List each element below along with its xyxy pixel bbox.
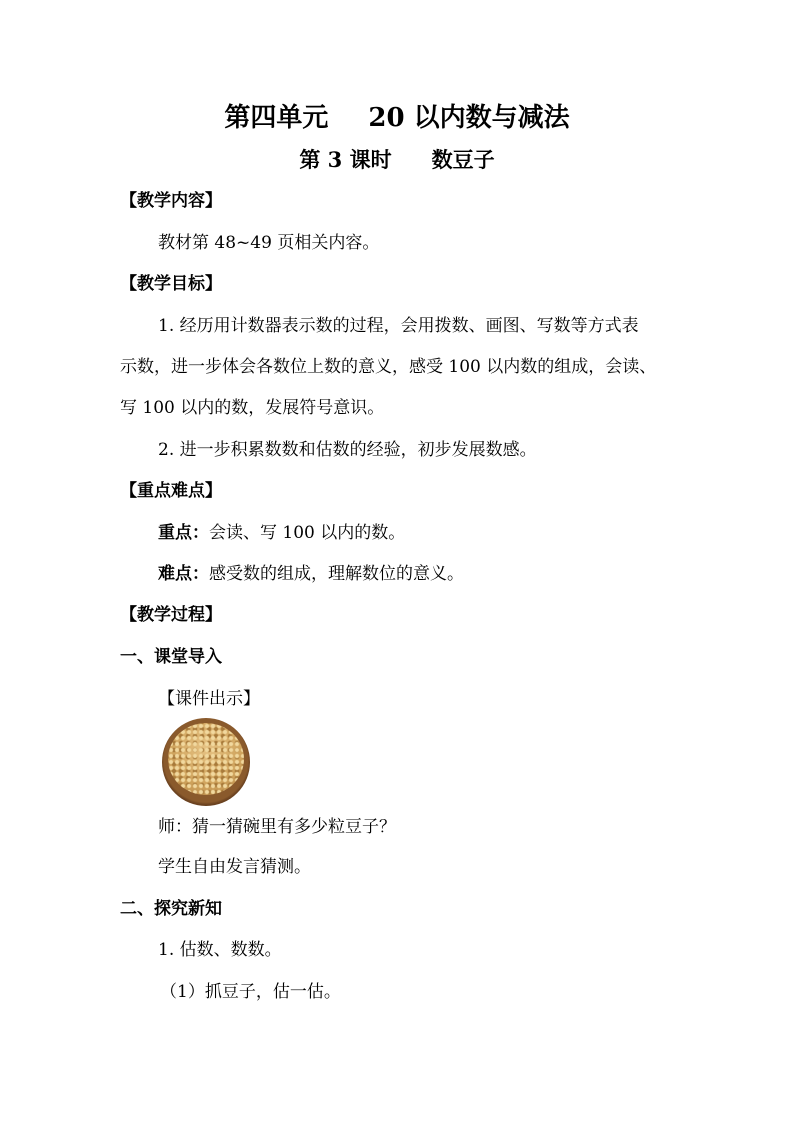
teacher-question: 师：猜一猜碗里有多少粒豆子？ <box>158 817 396 837</box>
courseware-label: 【课件出示】 <box>158 689 260 709</box>
goal-2: 2. 进一步积累数数和估数的经验，初步发展数感。 <box>158 440 537 460</box>
focus-label: 重点： <box>158 523 209 543</box>
unit-topic: 20 以内数与减法 <box>368 103 570 133</box>
difficulty-label: 难点： <box>158 564 209 584</box>
step-1: 1. 估数、数数。 <box>158 940 282 960</box>
content-text: 教材第 48~49 页相关内容。 <box>158 233 380 253</box>
beans-texture <box>168 723 244 795</box>
difficulty-text: 感受数的组成，理解数位的意义。 <box>209 564 464 584</box>
section-heading-content: 【教学内容】 <box>120 191 222 211</box>
unit-label: 第四单元 <box>224 103 329 133</box>
focus-text: 会读、写 100 以内的数。 <box>209 523 406 543</box>
goal-1-line-3: 写 100 以内的数，发展符号意识。 <box>120 398 385 418</box>
difficulty-line <box>158 563 464 585</box>
page-title <box>0 102 794 134</box>
section-heading-goals: 【教学目标】 <box>120 274 222 294</box>
part-1-heading: 一、课堂导入 <box>120 647 222 667</box>
student-response: 学生自由发言猜测。 <box>158 857 311 877</box>
lesson-name: 数豆子 <box>431 147 495 172</box>
lesson-number: 第 3 课时 <box>299 147 392 172</box>
goal-1-line-2: 示数，进一步体会各数位上数的意义，感受 100 以内数的组成，会读、 <box>120 357 657 377</box>
part-2-heading: 二、探究新知 <box>120 899 222 919</box>
goal-1-line-1: 1. 经历用计数器表示数的过程，会用拨数、画图、写数等方式表 <box>158 316 639 336</box>
bowl-of-beans-image <box>162 718 250 806</box>
section-heading-key-points: 【重点难点】 <box>120 481 222 501</box>
focus-line <box>158 522 405 544</box>
step-1-sub: （1）抓豆子，估一估。 <box>160 982 341 1002</box>
section-heading-process: 【教学过程】 <box>120 605 222 625</box>
lesson-title <box>0 146 794 174</box>
